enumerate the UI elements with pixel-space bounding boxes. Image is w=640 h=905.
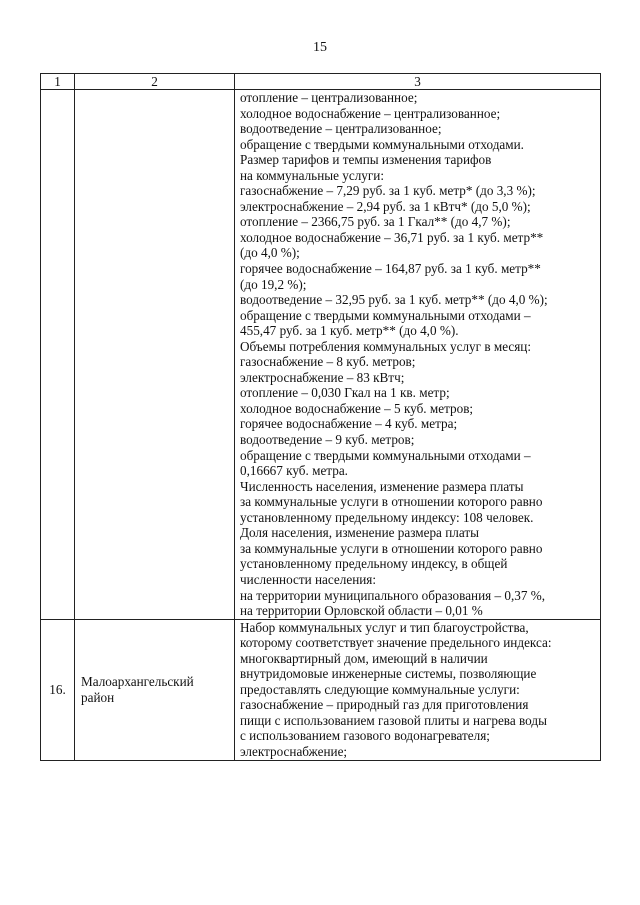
row16-line: с использованием газового водонагревателя;: [240, 728, 490, 744]
district-name: Малоархангельский район: [81, 674, 194, 705]
page-number: 15: [313, 40, 327, 55]
header-col-2: 2: [75, 74, 235, 90]
continuation-line: горячее водоснабжение – 4 куб. метра;: [240, 416, 458, 432]
continuation-line: установленному предельному индексу: 108 человек.: [240, 509, 534, 525]
continuation-district-cell: [75, 90, 235, 620]
continuation-line: 0,16667 куб. метра.: [240, 463, 348, 479]
header-col-1: 1: [41, 74, 75, 90]
continuation-line: отопление – централизованное;: [240, 90, 418, 105]
continuation-line: водоотведение – 32,95 руб. за 1 куб. метр** (до 4,0 %);: [240, 292, 548, 308]
continuation-line: установленному предельному индексу, в общей: [240, 556, 508, 572]
row16-line: многоквартирный дом, имеющий в наличии: [240, 650, 488, 666]
continuation-line: электроснабжение – 2,94 руб. за 1 кВтч* (до 5,0 %);: [240, 198, 531, 214]
row16-line: предоставлять следующие коммунальные услуги:: [240, 681, 520, 697]
row-number: 16.: [41, 619, 75, 760]
row16-line: пищи с использованием газовой плиты и нагрева воды: [240, 712, 547, 728]
continuation-line: холодное водоснабжение – 5 куб. метров;: [240, 400, 474, 416]
row16-line: газоснабжение – природный газ для приготовления: [240, 697, 529, 713]
row16-details-cell: [235, 619, 601, 760]
continuation-details-cell: [235, 90, 601, 620]
continuation-line: на коммунальные услуги:: [240, 167, 385, 183]
continuation-line: численности населения:: [240, 571, 377, 587]
continuation-line: отопление – 2366,75 руб. за 1 Гкал** (до 4,7 %);: [240, 214, 511, 230]
continuation-line: на территории муниципального образования – 0,37 %,: [240, 587, 546, 603]
header-col-3: 3: [235, 74, 601, 90]
continuation-line: (до 4,0 %);: [240, 245, 300, 261]
continuation-line: 455,47 руб. за 1 куб. метр** (до 4,0 %).: [240, 323, 459, 339]
continuation-line: обращение с твердыми коммунальными отходами.: [240, 136, 524, 152]
continuation-line: Объемы потребления коммунальных услуг в месяц:: [240, 338, 532, 354]
row16-line: электроснабжение;: [240, 743, 348, 759]
continuation-line: обращение с твердыми коммунальными отходами –: [240, 447, 531, 463]
table-row-continuation: [41, 90, 601, 620]
continuation-line: (до 19,2 %);: [240, 276, 307, 292]
continuation-line: за коммунальные услуги в отношении которого равно: [240, 540, 543, 556]
continuation-line: Численность населения, изменение размера платы: [240, 478, 524, 494]
continuation-line: холодное водоснабжение – централизованное;: [240, 105, 501, 121]
table-row-16: [41, 619, 601, 760]
table-header-row: [41, 74, 601, 90]
continuation-line: холодное водоснабжение – 36,71 руб. за 1 куб. метр**: [240, 229, 544, 245]
continuation-line: обращение с твердыми коммунальными отходами –: [240, 307, 531, 323]
continuation-line: Размер тарифов и темпы изменения тарифов: [240, 152, 492, 168]
continuation-line: отопление – 0,030 Гкал на 1 кв. метр;: [240, 385, 450, 401]
continuation-line: водоотведение – централизованное;: [240, 121, 442, 137]
continuation-line: горячее водоснабжение – 164,87 руб. за 1 куб. метр**: [240, 261, 541, 277]
continuation-number-cell: [41, 90, 75, 620]
continuation-line: водоотведение – 9 куб. метров;: [240, 432, 415, 448]
district-name-cell: [75, 619, 235, 760]
tariff-table: [40, 73, 601, 761]
continuation-line: на территории Орловской области – 0,01 %: [240, 603, 483, 619]
continuation-line: газоснабжение – 8 куб. метров;: [240, 354, 416, 370]
row16-line: Набор коммунальных услуг и тип благоустройства,: [240, 619, 529, 635]
continuation-line: газоснабжение – 7,29 руб. за 1 куб. метр* (до 3,3 %);: [240, 183, 536, 199]
row16-line: которому соответствует значение предельного индекса:: [240, 635, 552, 651]
continuation-line: за коммунальные услуги в отношении которого равно: [240, 494, 543, 510]
continuation-line: электроснабжение – 83 кВтч;: [240, 369, 405, 385]
row16-line: внутридомовые инженерные системы, позволяющие: [240, 666, 537, 682]
continuation-line: Доля населения, изменение размера платы: [240, 525, 479, 541]
